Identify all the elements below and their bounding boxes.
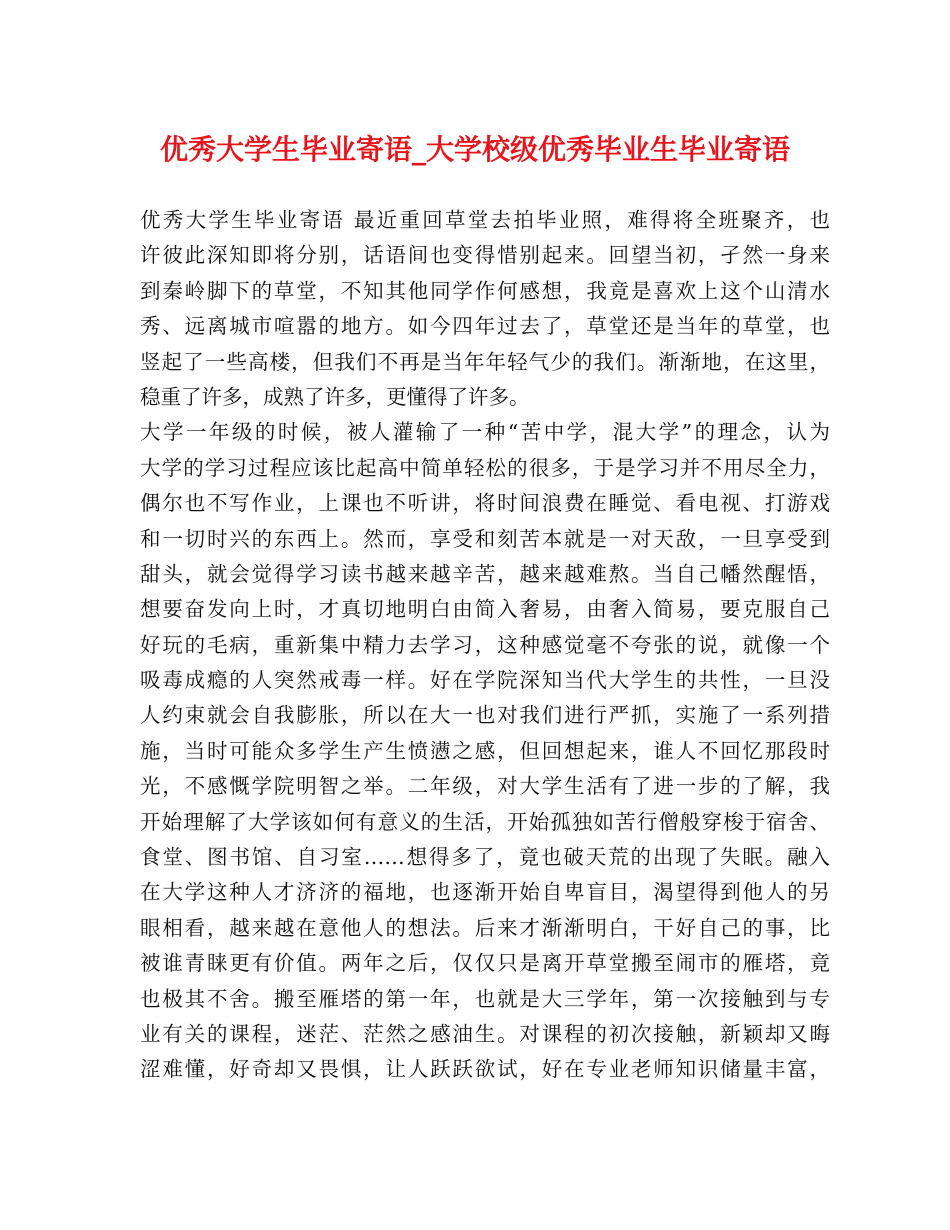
body-line: 业有关的课程，迷茫、茫然之感油生。对课程的初次接触，新颖却又晦: [140, 1021, 830, 1046]
body-line: 许彼此深知即将分别，话语间也变得惜别起来。回望当初，孑然一身来: [140, 243, 830, 268]
body-line: 好玩的毛病，重新集中精力去学习，这种感觉毫不夸张的说，就像一个: [140, 632, 830, 657]
body-line: 人约束就会自我膨胀，所以在大一也对我们进行严抓，实施了一系列措: [140, 703, 830, 728]
body-line: 甜头，就会觉得学习读书越来越辛苦，越来越难熬。当自己幡然醒悟，: [140, 561, 830, 586]
body-line: 开始理解了大学该如何有意义的生活，开始孤独如苦行僧般穿梭于宿舍、: [140, 809, 830, 834]
body-line: 秀、远离城市喧嚣的地方。如今四年过去了，草堂还是当年的草堂，也: [140, 314, 830, 339]
body-line: 也极其不舍。搬至雁塔的第一年，也就是大三学年，第一次接触到与专: [140, 986, 830, 1011]
body-line: 到秦岭脚下的草堂，不知其他同学作何感想，我竟是喜欢上这个山清水: [140, 278, 830, 303]
body-line: 吸毒成瘾的人突然戒毒一样。好在学院深知当代大学生的共性，一旦没: [140, 668, 830, 693]
body-line: 竖起了一些高楼，但我们不再是当年年轻气少的我们。渐渐地，在这里，: [140, 349, 830, 374]
body-line: 眼相看，越来越在意他人的想法。后来才渐渐明白，干好自己的事，比: [140, 915, 830, 940]
body-line: 大学一年级的时候，被人灌输了一种“苦中学，混大学”的理念，认为: [140, 420, 830, 445]
body-line: 优秀大学生毕业寄语 最近重回草堂去拍毕业照，难得将全班聚齐，也: [140, 208, 830, 232]
body-line: 光，不感慨学院明智之举。二年级，对大学生活有了进一步的了解，我: [140, 774, 830, 799]
body-line: 涩难懂，好奇却又畏惧，让人跃跃欲试，好在专业老师知识储量丰富，: [140, 1057, 830, 1082]
body-line: 和一切时兴的东西上。然而，享受和刻苦本就是一对天敌，一旦享受到: [140, 526, 830, 551]
document-title: 优秀大学生毕业寄语_大学校级优秀毕业生毕业寄语: [159, 133, 790, 166]
body-line: 施，当时可能众多学生产生愤懑之感，但回想起来，谁人不回忆那段时: [140, 738, 830, 763]
body-line: 在大学这种人才济济的福地，也逐渐开始自卑盲目，渴望得到他人的另: [140, 880, 830, 905]
body-line: 被谁青睐更有价值。两年之后，仅仅只是离开草堂搬至闹市的雁塔，竟: [140, 951, 830, 976]
body-line: 稳重了许多，成熟了许多，更懂得了许多。: [140, 384, 530, 409]
body-line: 大学的学习过程应该比起高中简单轻松的很多，于是学习并不用尽全力，: [140, 455, 830, 480]
body-line: 想要奋发向上时，才真切地明白由简入奢易，由奢入简易，要克服自己: [140, 597, 830, 622]
document-body: [140, 203, 830, 1088]
body-line: 偶尔也不写作业，上课也不听讲，将时间浪费在睡觉、看电视、打游戏: [140, 491, 830, 516]
body-line: 食堂、图书馆、自习室……想得多了，竟也破天荒的出现了失眠。融入: [140, 845, 830, 870]
